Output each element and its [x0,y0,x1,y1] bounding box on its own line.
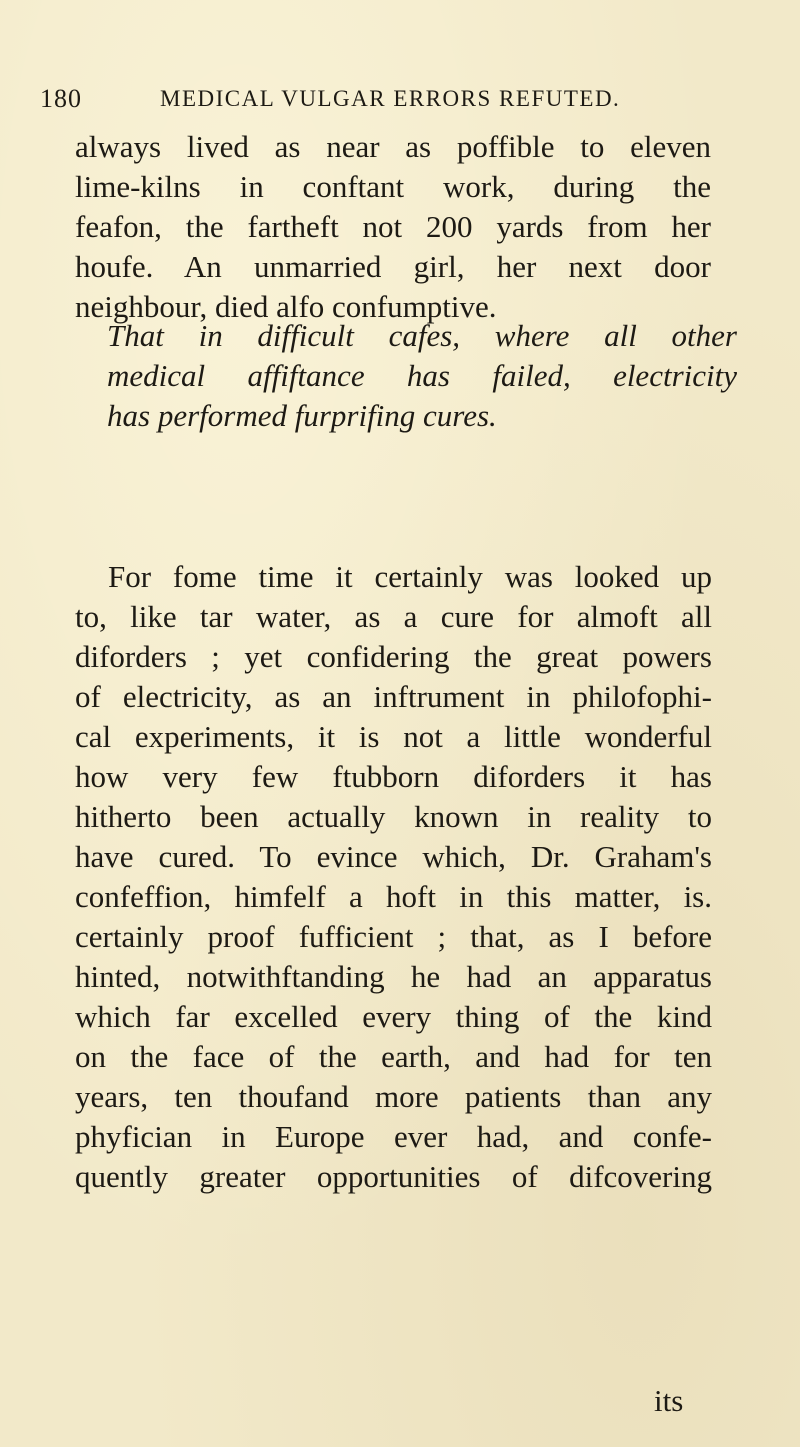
text-line: hinted, notwithftanding he had an apparatus [75,959,712,994]
text-line: diforders ; yet confidering the great powers [75,639,712,674]
text-line: have cured. To evince which, Dr. Graham's [75,839,712,874]
text-line: years, ten thoufand more patients than any [75,1079,712,1114]
page-header [40,84,680,118]
paragraph-1 [75,127,711,327]
text-line: confeffion, himfelf a hoft in this matter, is. [75,879,712,914]
text-line: phyfician in Europe ever had, and confe- [75,1119,712,1154]
text-line: always lived as near as poffible to eleven [75,129,711,164]
text-line: cal experiments, it is not a little wonderful [75,719,712,754]
text-line: how very few ftubborn diforders it has [75,759,712,794]
running-title: MEDICAL VULGAR ERRORS REFUTED. [160,86,621,111]
catchword: its [654,1383,684,1418]
heading-line: has performed furprifing cures. [107,398,497,433]
text-line: which far excelled every thing of the kind [75,999,712,1034]
text-line: to, like tar water, as a cure for almoft all [75,599,712,634]
text-line: houfe. An unmarried girl, her next door [75,249,711,284]
heading-line: medical affiftance has failed, electricity [107,358,737,393]
page-number: 180 [40,84,82,113]
paragraph-2 [75,557,712,1197]
text-line: on the face of the earth, and had for ten [75,1039,712,1074]
section-heading [107,316,737,436]
text-line: quently greater opportunities of difcovering [75,1159,712,1194]
text-line: certainly proof fufficient ; that, as I before [75,919,712,954]
heading-line: That in difficult cafes, where all other [107,318,737,353]
text-line: feafon, the fartheft not 200 yards from her [75,209,711,244]
text-line: neighbour, died alfo confumptive. [75,289,497,324]
text-line: lime-kilns in conftant work, during the [75,169,711,204]
text-line: hitherto been actually known in reality to [75,799,712,834]
text-line: of electricity, as an inftrument in philofophi- [75,679,712,714]
text-line: For fome time it certainly was looked up [108,559,712,594]
